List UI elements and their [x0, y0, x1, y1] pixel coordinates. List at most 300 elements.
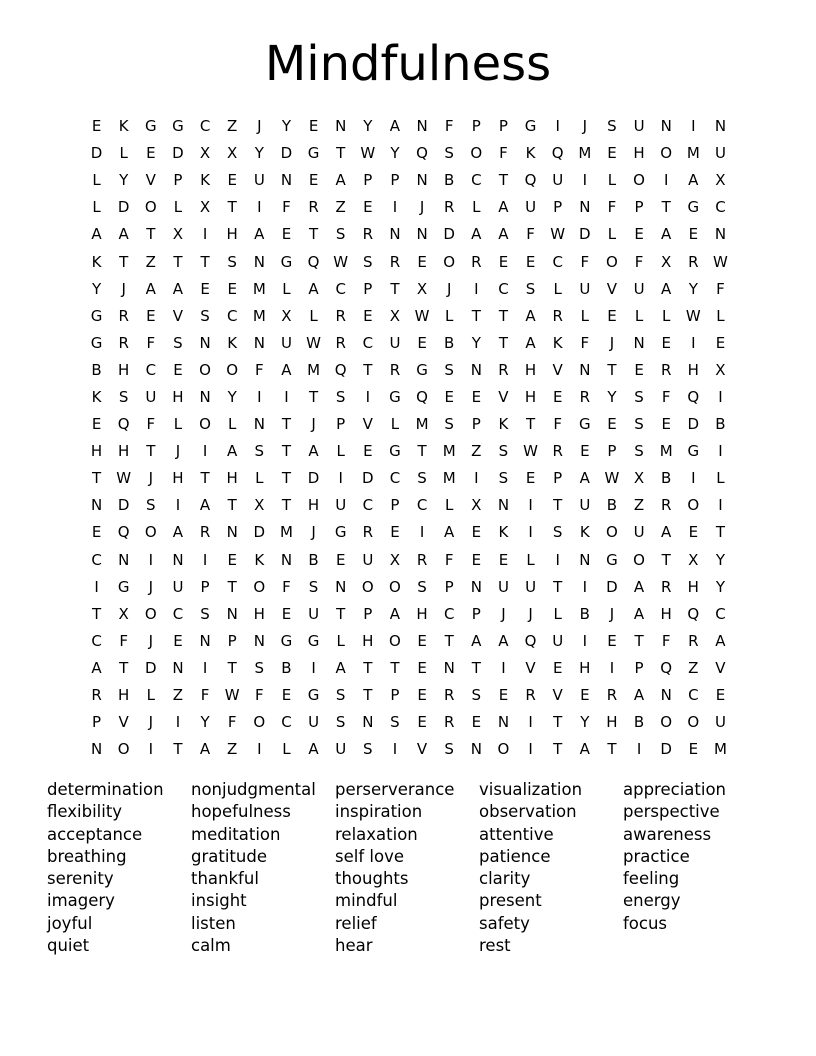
- puzzle-letter: E: [417, 713, 427, 732]
- puzzle-letter: B: [715, 415, 726, 434]
- puzzle-letter: I: [474, 469, 479, 488]
- puzzle-letter: I: [582, 171, 588, 190]
- puzzle-letter: F: [146, 333, 156, 352]
- puzzle-letter: G: [389, 387, 401, 406]
- puzzle-letter: B: [633, 713, 645, 732]
- puzzle-letter: F: [716, 279, 725, 298]
- puzzle-letter: I: [94, 577, 99, 596]
- puzzle-letter: N: [497, 496, 510, 515]
- puzzle-letter: V: [552, 360, 563, 379]
- puzzle-letter: K: [525, 144, 536, 163]
- puzzle-letter: H: [118, 686, 130, 705]
- puzzle-letter: Y: [471, 333, 481, 352]
- puzzle-letter: T: [363, 360, 373, 379]
- puzzle-letter: E: [91, 117, 102, 136]
- puzzle-letter: P: [634, 658, 644, 677]
- puzzle-letter: C: [145, 360, 157, 379]
- puzzle-letter: N: [172, 550, 184, 569]
- puzzle-letter: L: [336, 631, 345, 650]
- puzzle-letter: T: [498, 333, 509, 352]
- puzzle-letter: N: [199, 631, 211, 650]
- puzzle-letter: F: [661, 387, 671, 406]
- puzzle-letter: T: [553, 577, 563, 596]
- puzzle-letter: S: [444, 740, 454, 759]
- page-title: Mindfulness: [264, 36, 552, 92]
- puzzle-letter: L: [92, 171, 101, 190]
- puzzle-letter: I: [582, 631, 588, 650]
- puzzle-letter: C: [91, 631, 102, 650]
- puzzle-letter: I: [257, 740, 262, 759]
- puzzle-letter: E: [661, 333, 671, 352]
- puzzle-letter: D: [117, 496, 130, 515]
- puzzle-letter: U: [172, 577, 184, 596]
- puzzle-letter: S: [335, 387, 346, 406]
- puzzle-letter: A: [308, 442, 319, 461]
- puzzle-letter: A: [661, 225, 672, 244]
- puzzle-letter: E: [227, 550, 237, 569]
- puzzle-letter: E: [688, 523, 699, 542]
- puzzle-letter: J: [148, 631, 154, 650]
- puzzle-letter: R: [606, 686, 618, 705]
- puzzle-letter: R: [362, 523, 374, 542]
- puzzle-letter: A: [471, 631, 482, 650]
- puzzle-letter: P: [390, 686, 400, 705]
- puzzle-letter: D: [687, 415, 700, 434]
- puzzle-letter: G: [524, 117, 537, 136]
- puzzle-letter: U: [714, 144, 726, 163]
- puzzle-letter: Y: [715, 550, 726, 569]
- puzzle-letter: G: [606, 550, 618, 569]
- puzzle-letter: E: [91, 523, 102, 542]
- puzzle-letter: I: [718, 442, 723, 461]
- puzzle-letter: Y: [580, 713, 590, 732]
- puzzle-letter: R: [660, 577, 672, 596]
- puzzle-letter: E: [607, 144, 617, 163]
- puzzle-letter: P: [173, 171, 183, 190]
- puzzle-letter: P: [200, 577, 210, 596]
- puzzle-letter: T: [91, 604, 102, 623]
- word-item: thoughts: [335, 869, 409, 889]
- puzzle-letter: K: [552, 333, 563, 352]
- puzzle-letter: D: [280, 144, 293, 163]
- puzzle-letter: N: [280, 171, 293, 190]
- puzzle-letter: H: [579, 658, 591, 677]
- puzzle-letter: A: [579, 469, 590, 488]
- puzzle-letter: E: [173, 631, 183, 650]
- puzzle-letter: V: [715, 658, 726, 677]
- puzzle-letter: E: [281, 225, 292, 244]
- puzzle-letter: P: [363, 604, 373, 623]
- word-item: imagery: [47, 891, 115, 911]
- word-item: energy: [623, 891, 681, 911]
- puzzle-letter: G: [579, 415, 591, 434]
- word-item: serenity: [47, 869, 114, 889]
- puzzle-letter: E: [525, 469, 536, 488]
- puzzle-letter: I: [148, 550, 154, 569]
- puzzle-letter: J: [609, 604, 615, 623]
- puzzle-letter: M: [578, 144, 592, 163]
- puzzle-letter: N: [90, 496, 103, 515]
- puzzle-letter: A: [145, 279, 156, 298]
- puzzle-letter: J: [609, 333, 615, 352]
- puzzle-letter: L: [662, 306, 671, 325]
- puzzle-letter: E: [498, 686, 509, 705]
- puzzle-letter: P: [471, 604, 481, 623]
- puzzle-letter: O: [443, 252, 456, 271]
- puzzle-letter: X: [389, 306, 401, 325]
- puzzle-letter: X: [471, 496, 482, 515]
- puzzle-letter: P: [607, 442, 617, 461]
- puzzle-letter: L: [282, 279, 291, 298]
- puzzle-letter: C: [389, 469, 401, 488]
- puzzle-letter: J: [175, 442, 181, 461]
- puzzle-letter: N: [470, 740, 482, 759]
- puzzle-letter: E: [688, 225, 699, 244]
- puzzle-row: [83, 601, 734, 628]
- puzzle-letter: K: [200, 171, 210, 190]
- puzzle-letter: I: [202, 550, 208, 569]
- puzzle-letter: I: [392, 740, 398, 759]
- word-item: observation: [479, 802, 577, 822]
- puzzle-letter: S: [417, 469, 427, 488]
- puzzle-letter: P: [471, 415, 481, 434]
- puzzle-letter: Y: [227, 387, 237, 406]
- puzzle-letter: X: [199, 144, 211, 163]
- puzzle-letter: A: [688, 171, 699, 190]
- puzzle-letter: R: [579, 387, 591, 406]
- puzzle-letter: N: [416, 225, 428, 244]
- puzzle-letter: S: [634, 415, 644, 434]
- puzzle-letter: T: [553, 496, 563, 515]
- puzzle-letter: N: [253, 333, 265, 352]
- puzzle-letter: E: [390, 523, 400, 542]
- puzzle-letter: A: [308, 279, 319, 298]
- puzzle-letter: L: [553, 604, 562, 623]
- puzzle-letter: P: [390, 171, 400, 190]
- puzzle-letter: T: [227, 198, 237, 217]
- puzzle-letter: W: [116, 469, 132, 488]
- puzzle-letter: E: [281, 686, 292, 705]
- puzzle-row: [83, 113, 734, 140]
- puzzle-letter: F: [634, 252, 644, 271]
- puzzle-letter: N: [660, 686, 672, 705]
- puzzle-letter: K: [254, 550, 265, 569]
- puzzle-letter: R: [362, 225, 374, 244]
- puzzle-letter: M: [307, 360, 321, 379]
- puzzle-letter: I: [284, 387, 289, 406]
- puzzle-letter: O: [660, 144, 673, 163]
- puzzle-letter: S: [390, 713, 400, 732]
- puzzle-letter: T: [146, 442, 156, 461]
- puzzle-letter: F: [200, 686, 210, 705]
- puzzle-letter: E: [91, 415, 102, 434]
- puzzle-letter: Y: [688, 279, 698, 298]
- puzzle-letter: H: [687, 577, 699, 596]
- puzzle-letter: T: [146, 225, 156, 244]
- puzzle-letter: E: [471, 387, 482, 406]
- puzzle-letter: T: [200, 252, 210, 271]
- puzzle-letter: V: [552, 686, 563, 705]
- puzzle-letter: O: [389, 631, 401, 650]
- puzzle-letter: H: [226, 469, 238, 488]
- puzzle-letter: I: [555, 550, 560, 569]
- puzzle-letter: T: [308, 387, 319, 406]
- word-item: hopefulness: [191, 802, 291, 822]
- puzzle-letter: R: [688, 631, 699, 650]
- puzzle-letter: E: [173, 360, 183, 379]
- puzzle-letter: T: [417, 442, 427, 461]
- puzzle-letter: E: [715, 333, 726, 352]
- puzzle-letter: W: [523, 442, 538, 461]
- puzzle-row: [83, 655, 734, 682]
- puzzle-letter: K: [498, 523, 509, 542]
- puzzle-letter: O: [470, 144, 483, 163]
- puzzle-letter: L: [445, 306, 454, 325]
- word-item: calm: [191, 936, 231, 956]
- word-item: acceptance: [47, 824, 143, 844]
- puzzle-letter: L: [173, 415, 183, 434]
- word-item: meditation: [191, 824, 281, 844]
- puzzle-letter: S: [525, 279, 536, 298]
- puzzle-letter: P: [227, 631, 237, 650]
- puzzle-letter: D: [606, 577, 618, 596]
- puzzle-letter: J: [446, 279, 452, 298]
- puzzle-letter: O: [606, 252, 618, 271]
- puzzle-row: [83, 519, 734, 546]
- puzzle-letter: Z: [172, 686, 184, 705]
- puzzle-letter: T: [336, 144, 346, 163]
- puzzle-letter: N: [335, 117, 347, 136]
- puzzle-letter: Q: [551, 144, 564, 163]
- puzzle-letter: U: [308, 604, 320, 623]
- word-item: clarity: [479, 869, 531, 889]
- puzzle-letter: N: [579, 550, 591, 569]
- puzzle-letter: E: [417, 252, 427, 271]
- puzzle-letter: E: [634, 360, 644, 379]
- puzzle-grid: [83, 113, 734, 763]
- puzzle-letter: G: [307, 144, 320, 163]
- puzzle-letter: Q: [117, 523, 130, 542]
- puzzle-letter: D: [253, 523, 266, 542]
- puzzle-letter: N: [579, 198, 591, 217]
- puzzle-letter: X: [715, 360, 726, 379]
- puzzle-letter: A: [389, 117, 401, 136]
- puzzle-letter: E: [363, 442, 373, 461]
- puzzle-letter: P: [444, 577, 454, 596]
- puzzle-letter: G: [90, 333, 103, 352]
- puzzle-letter: A: [172, 279, 184, 298]
- puzzle-letter: J: [419, 198, 425, 217]
- puzzle-letter: C: [498, 279, 509, 298]
- puzzle-letter: J: [148, 469, 154, 488]
- puzzle-letter: A: [335, 171, 346, 190]
- puzzle-letter: D: [660, 740, 672, 759]
- puzzle-letter: U: [579, 496, 591, 515]
- puzzle-letter: F: [553, 415, 562, 434]
- puzzle-letter: R: [688, 252, 699, 271]
- puzzle-row: [83, 330, 734, 357]
- puzzle-letter: I: [202, 658, 208, 677]
- puzzle-letter: X: [661, 252, 672, 271]
- word-item: patience: [479, 846, 551, 866]
- puzzle-letter: A: [525, 333, 536, 352]
- puzzle-row: [83, 547, 734, 574]
- puzzle-letter: E: [281, 604, 292, 623]
- puzzle-letter: A: [335, 658, 346, 677]
- puzzle-letter: Y: [363, 117, 373, 136]
- puzzle-letter: I: [691, 469, 696, 488]
- word-item: self love: [335, 846, 404, 866]
- puzzle-letter: I: [528, 496, 533, 515]
- puzzle-letter: H: [524, 387, 537, 406]
- puzzle-letter: Y: [254, 144, 264, 163]
- puzzle-letter: T: [173, 252, 183, 271]
- puzzle-letter: A: [91, 225, 102, 244]
- puzzle-letter: A: [471, 225, 482, 244]
- puzzle-letter: X: [416, 279, 428, 298]
- puzzle-letter: U: [633, 279, 645, 298]
- puzzle-letter: R: [660, 496, 672, 515]
- puzzle-letter: E: [227, 279, 237, 298]
- puzzle-letter: T: [525, 415, 536, 434]
- puzzle-letter: X: [281, 306, 292, 325]
- puzzle-letter: N: [253, 415, 265, 434]
- puzzle-letter: N: [470, 360, 482, 379]
- puzzle-letter: P: [363, 171, 373, 190]
- puzzle-letter: L: [282, 740, 291, 759]
- puzzle-letter: W: [306, 333, 321, 352]
- puzzle-letter: C: [335, 279, 346, 298]
- puzzle-letter: F: [254, 360, 264, 379]
- puzzle-row: [83, 628, 734, 655]
- puzzle-letter: U: [335, 740, 347, 759]
- puzzle-letter: Q: [117, 415, 130, 434]
- word-item: perspective: [623, 802, 720, 822]
- puzzle-letter: H: [307, 496, 320, 515]
- puzzle-letter: G: [307, 686, 320, 705]
- puzzle-letter: S: [200, 306, 210, 325]
- puzzle-letter: S: [607, 117, 617, 136]
- puzzle-letter: W: [333, 252, 349, 271]
- puzzle-letter: E: [498, 550, 509, 569]
- puzzle-letter: U: [525, 577, 537, 596]
- puzzle-letter: U: [525, 198, 537, 217]
- puzzle-letter: H: [118, 360, 130, 379]
- puzzle-letter: N: [660, 117, 672, 136]
- puzzle-letter: V: [172, 306, 184, 325]
- puzzle-letter: O: [199, 415, 211, 434]
- puzzle-letter: I: [365, 387, 371, 406]
- puzzle-letter: Z: [227, 117, 238, 136]
- puzzle-letter: M: [442, 442, 456, 461]
- puzzle-row: [83, 465, 734, 492]
- puzzle-letter: N: [470, 577, 482, 596]
- puzzle-letter: E: [607, 631, 617, 650]
- puzzle-letter: X: [254, 496, 265, 515]
- puzzle-letter: N: [714, 225, 727, 244]
- puzzle-letter: E: [607, 415, 617, 434]
- puzzle-letter: R: [443, 686, 455, 705]
- word-item: practice: [623, 846, 690, 866]
- puzzle-letter: A: [308, 740, 319, 759]
- puzzle-letter: X: [633, 469, 645, 488]
- puzzle-letter: Z: [335, 198, 346, 217]
- puzzle-letter: S: [417, 577, 427, 596]
- puzzle-letter: E: [417, 631, 427, 650]
- puzzle-letter: J: [148, 577, 154, 596]
- puzzle-letter: Y: [715, 577, 726, 596]
- puzzle-letter: E: [471, 550, 482, 569]
- puzzle-letter: T: [363, 658, 373, 677]
- puzzle-letter: L: [580, 306, 589, 325]
- puzzle-letter: C: [281, 713, 292, 732]
- puzzle-letter: F: [282, 577, 291, 596]
- puzzle-row: [83, 357, 734, 384]
- puzzle-letter: J: [501, 604, 506, 623]
- puzzle-letter: A: [91, 658, 102, 677]
- puzzle-letter: O: [199, 360, 211, 379]
- puzzle-letter: E: [146, 144, 156, 163]
- puzzle-letter: E: [227, 171, 237, 190]
- puzzle-letter: I: [528, 740, 533, 759]
- puzzle-letter: Z: [688, 658, 699, 677]
- puzzle-letter: I: [257, 198, 262, 217]
- puzzle-letter: O: [687, 713, 700, 732]
- puzzle-letter: R: [199, 523, 211, 542]
- puzzle-letter: A: [389, 604, 401, 623]
- puzzle-letter: U: [145, 387, 157, 406]
- puzzle-letter: C: [715, 198, 726, 217]
- puzzle-letter: W: [685, 306, 701, 325]
- puzzle-letter: Q: [416, 144, 428, 163]
- puzzle-letter: A: [118, 225, 129, 244]
- puzzle-letter: X: [389, 550, 401, 569]
- puzzle-letter: C: [552, 252, 563, 271]
- puzzle-letter: B: [91, 360, 102, 379]
- puzzle-letter: B: [308, 550, 319, 569]
- puzzle-letter: L: [607, 171, 617, 190]
- puzzle-row: [83, 682, 734, 709]
- puzzle-letter: V: [118, 713, 129, 732]
- puzzle-letter: P: [363, 279, 373, 298]
- puzzle-letter: T: [553, 713, 563, 732]
- puzzle-letter: L: [336, 442, 345, 461]
- puzzle-letter: E: [688, 740, 699, 759]
- puzzle-row: [83, 221, 734, 248]
- puzzle-letter: O: [144, 523, 157, 542]
- puzzle-letter: B: [444, 333, 455, 352]
- puzzle-letter: E: [552, 658, 563, 677]
- puzzle-letter: C: [362, 333, 374, 352]
- puzzle-letter: A: [498, 631, 509, 650]
- word-list: [47, 779, 767, 957]
- puzzle-letter: B: [579, 604, 590, 623]
- puzzle-letter: S: [118, 387, 129, 406]
- puzzle-letter: H: [660, 604, 672, 623]
- puzzle-letter: I: [555, 117, 560, 136]
- puzzle-letter: R: [443, 713, 455, 732]
- puzzle-letter: A: [633, 686, 645, 705]
- puzzle-letter: A: [281, 360, 292, 379]
- puzzle-letter: O: [606, 523, 618, 542]
- word-item: thankful: [191, 869, 259, 889]
- puzzle-letter: C: [172, 604, 184, 623]
- word-item: quiet: [47, 936, 90, 956]
- puzzle-letter: K: [579, 523, 590, 542]
- puzzle-letter: I: [202, 442, 208, 461]
- puzzle-letter: O: [633, 171, 645, 190]
- puzzle-letter: T: [173, 740, 183, 759]
